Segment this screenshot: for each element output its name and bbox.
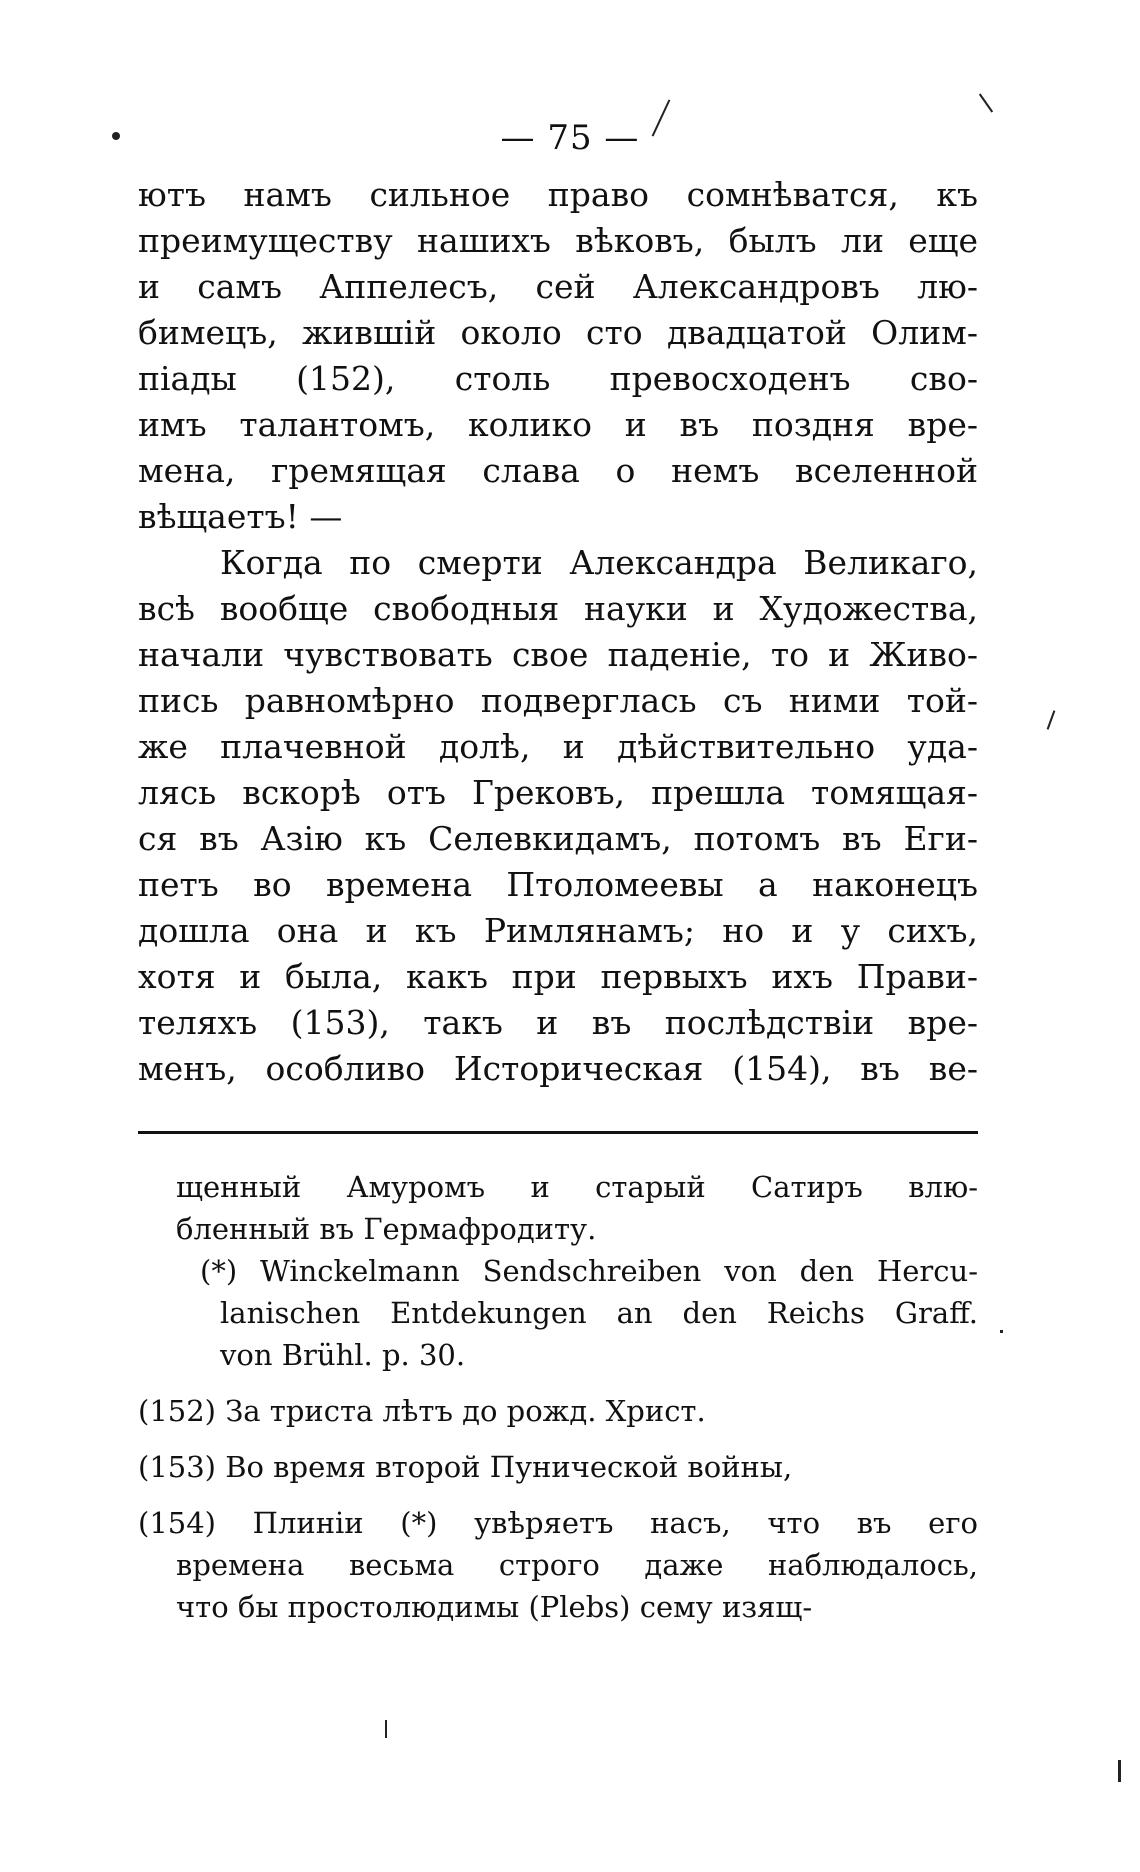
text-line: теляхъ (153), такъ и въ послѣдствіи вре- bbox=[138, 1003, 978, 1042]
page-number: — 75 — bbox=[500, 118, 640, 158]
text-line: ся въ Азію къ Селевкидамъ, потомъ въ Еги- bbox=[138, 819, 978, 858]
text-line: лясь вскорѣ отъ Грековъ, прешла томящая- bbox=[138, 773, 978, 812]
footnotes-section bbox=[138, 1166, 978, 1628]
text-line: имъ талантомъ, колико и въ поздня вре- bbox=[138, 405, 978, 444]
sub-footnote-line: (*) Winckelmann Sendschreiben von den Hercu- bbox=[200, 1254, 978, 1288]
text-line: начали чувствовать свое паденіе, то и Живо- bbox=[138, 635, 978, 674]
text-line: ютъ намъ сильное право сомнѣватся, къ bbox=[138, 175, 978, 214]
footnote-154-line: времена весьма строго даже наблюдалось, bbox=[176, 1548, 978, 1582]
scan-speck bbox=[979, 93, 993, 112]
text-line: всѣ вообще свободныя науки и Художества, bbox=[138, 589, 978, 628]
text-line: петъ во времена Птоломеевы а наконецъ bbox=[138, 865, 978, 904]
text-line: преимуществу нашихъ вѣковъ, былъ ли еще bbox=[138, 221, 978, 260]
footnote-continuation-line: щенный Амуромъ и старый Сатиръ влю- bbox=[176, 1170, 978, 1204]
text-line: вѣщаетъ! — bbox=[138, 497, 343, 536]
text-line: дошла она и къ Римлянамъ; но и у сихъ, bbox=[138, 911, 978, 950]
scan-speck bbox=[1118, 1760, 1121, 1782]
scan-speck bbox=[385, 1720, 387, 1738]
text-line: бимецъ, жившій около сто двадцатой Олим- bbox=[138, 313, 978, 352]
main-text bbox=[138, 172, 978, 1092]
scan-speck bbox=[112, 132, 120, 140]
footnote-154-line: (154) Плиніи (*) увѣряетъ насъ, что въ его bbox=[138, 1506, 978, 1540]
text-line: хотя и была, какъ при первыхъ ихъ Прави- bbox=[138, 957, 978, 996]
text-line: же плачевной долѣ, и дѣйствительно уда- bbox=[138, 727, 978, 766]
footnote-153: (153) Во время второй Пунической войны, bbox=[138, 1450, 793, 1484]
paragraph-start-line: Когда по смерти Александра Великаго, bbox=[220, 543, 978, 582]
sub-footnote-line: lanischen Entdekungen an den Reichs Graff. bbox=[220, 1296, 978, 1330]
scan-speck bbox=[1000, 1330, 1003, 1333]
footnote-rule bbox=[138, 1131, 978, 1134]
footnote-152: (152) За триста лѣтъ до рожд. Христ. bbox=[138, 1394, 706, 1428]
footnote-154-line: что бы простолюдимы (Plebs) сему изящ- bbox=[176, 1590, 813, 1624]
text-line: и самъ Аппелесъ, сей Александровъ лю- bbox=[138, 267, 978, 306]
text-line: пись равномѣрно подверглась съ ними той- bbox=[138, 681, 978, 720]
text-line: менъ, особливо Историческая (154), въ ве- bbox=[138, 1049, 978, 1088]
sub-footnote-line: von Brühl. p. 30. bbox=[220, 1338, 466, 1372]
footnote-continuation-line: бленный въ Гермафродиту. bbox=[176, 1212, 597, 1246]
scan-speck bbox=[1047, 710, 1056, 729]
text-line: піады (152), столь превосходенъ сво- bbox=[138, 359, 978, 398]
text-line: мена, гремящая слава о немъ вселенной bbox=[138, 451, 978, 490]
